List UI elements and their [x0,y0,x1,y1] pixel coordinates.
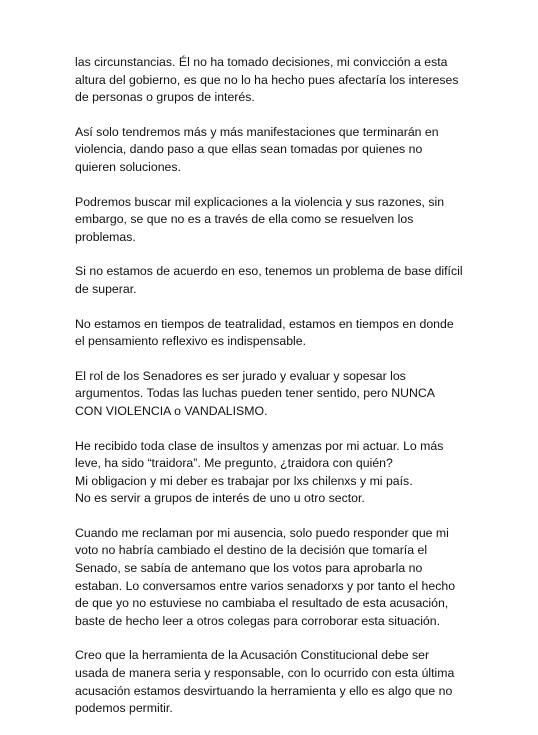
text-line: Senado, se sabía de antemano que los votos para aprobarla no [75,561,423,576]
paragraph-3 [75,194,525,247]
text-line: voto no habría cambiado el destino de la decisión que tomaría el [75,543,428,558]
text-line: estaban. Lo conversamos entre varios senadorxs y por tanto el hecho [75,578,456,593]
text-line: He recibido toda clase de insultos y amenzas por mi actuar. Lo más [75,438,444,453]
text-line: las circunstancias. Él no ha tomado decisiones, mi convicción a esta [75,55,448,69]
paragraph-2 [75,124,525,177]
text-line: de que yo no estuviese no cambiaba el resultado de esta acusación, [75,596,449,611]
text-line: Mi obligacion y mi deber es trabajar por lxs chilenxs y mi país. [75,473,413,488]
text-line: CON VIOLENCIA o VANDALISMO. [75,403,268,418]
paragraph-6 [75,368,525,421]
text-line: usada de manera seria y responsable, con lo ocurrido con esta última [75,666,455,681]
text-line: problemas. [75,229,136,244]
paragraph-9 [75,647,525,717]
text-line: Si no estamos de acuerdo en eso, tenemos un problema de base difícil [75,264,463,279]
text-line: de superar. [75,281,137,296]
text-line: podemos permitir. [75,701,173,716]
text-line: baste de hecho leer a otros colegas para corroborar esta situación. [75,613,441,628]
paragraph-4 [75,263,525,298]
text-line: argumentos. Todas las luchas pueden tener sentido, pero NUNCA [75,386,436,401]
text-line: el pensamiento reflexivo es indispensable. [75,334,307,349]
text-line: El rol de los Senadores es ser jurado y evaluar y sopesar los [75,368,406,383]
text-line: Así solo tendremos más y más manifestaciones que terminarán en [75,124,439,139]
text-line: No estamos en tiempos de teatralidad, estamos en tiempos en donde [75,316,454,331]
text-line: altura del gobierno, es que no lo ha hecho pues afectaría los intereses [75,72,459,87]
paragraph-8 [75,525,525,631]
text-line: embargo, se que no es a través de ella como se resuelven los [75,212,414,227]
text-line: leve, ha sido “traidora”. Me pregunto, ¿traidora con quién? [75,456,393,471]
document-body [75,54,525,735]
text-line: violencia, dando paso a que ellas sean tomadas por quienes no [75,142,423,157]
text-line: Creo que la herramienta de la Acusación Constitucional debe ser [75,648,430,663]
paragraph-5 [75,316,525,351]
text-line: de personas o grupos de interés. [75,90,255,105]
text-line: acusación estamos desvirtuando la herramienta y ello es algo que no [75,683,453,698]
text-line: Podremos buscar mil explicaciones a la violencia y sus razones, sin [75,194,445,209]
text-line: No es servir a grupos de interés de uno u otro sector. [75,491,365,506]
paragraph-7 [75,438,525,508]
paragraph-1 [75,54,525,107]
text-line: quieren soluciones. [75,159,181,174]
text-line: Cuando me reclaman por mi ausencia, solo puedo responder que mi [75,525,449,540]
